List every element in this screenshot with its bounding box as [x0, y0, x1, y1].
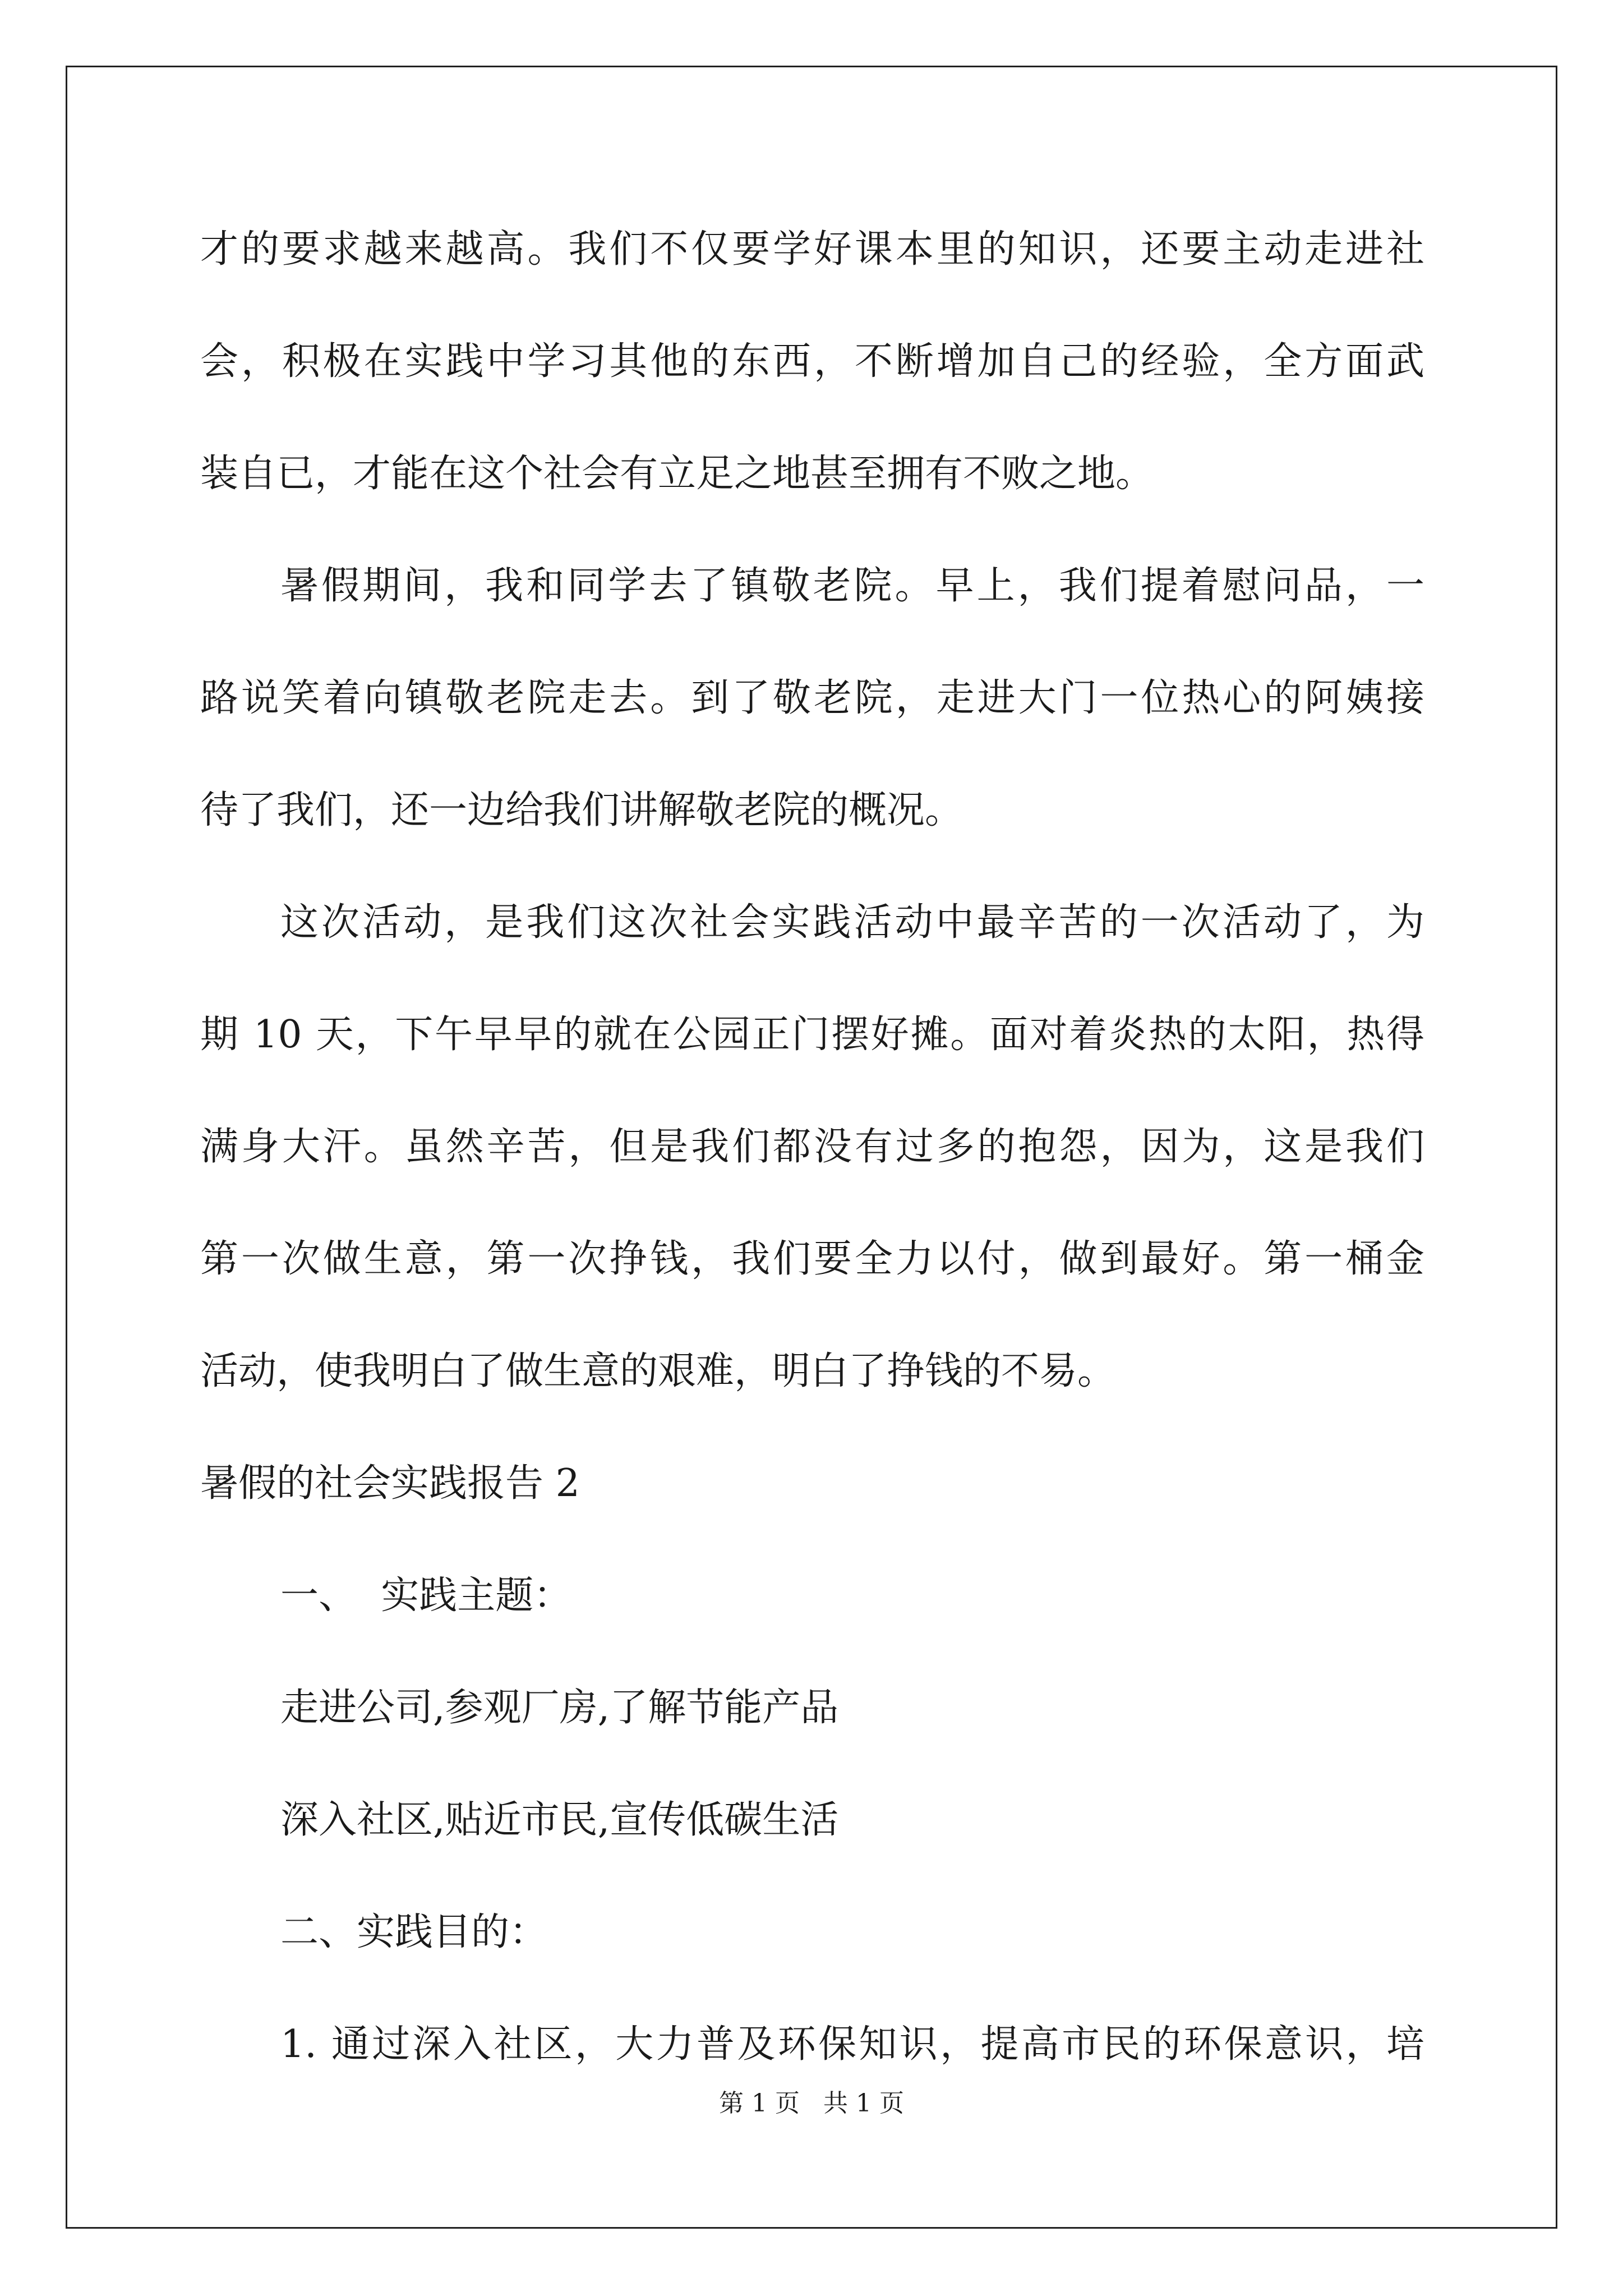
paragraph-line: 第一次做生意，第一次挣钱，我们要全力以付，做到最好。第一桶金	[200, 1237, 1424, 1281]
paragraph-line: 会，积极在实践中学习其他的东西，不断增加自己的经验，全方面武	[200, 339, 1424, 384]
subheading: 二、实践目的：	[280, 1910, 548, 1954]
page-footer: 第 1 页 共 1 页	[719, 2089, 904, 2118]
subheading: 一、 实践主题：	[280, 1573, 572, 1618]
paragraph-line: 走进公司,参观厂房,了解节能产品	[280, 1686, 839, 1730]
paragraph-line: 待了我们，还一边给我们讲解敬老院的概况。	[200, 788, 963, 832]
paragraph-line: 暑假期间，我和同学去了镇敬老院。早上，我们提着慰问品，一	[280, 564, 1424, 608]
paragraph-line: 1. 通过深入社区，大力普及环保知识，提高市民的环保意识，培	[280, 2022, 1424, 2067]
paragraph-line: 满身大汗。虽然辛苦，但是我们都没有过多的抱怨，因为，这是我们	[200, 1125, 1424, 1169]
paragraph-line: 路说笑着向镇敬老院走去。到了敬老院，走进大门一位热心的阿姨接	[200, 676, 1424, 720]
paragraph-line: 装自已，才能在这个社会有立足之地甚至拥有不败之地。	[200, 452, 1154, 496]
paragraph-line: 深入社区,贴近市民,宣传低碳生活	[280, 1798, 839, 1842]
paragraph-line: 活动，使我明白了做生意的艰难，明白了挣钱的不易。	[200, 1349, 1116, 1393]
section-heading: 暑假的社会实践报告 2	[200, 1461, 580, 1506]
paragraph-line: 期 10 天，下午早早的就在公园正门摆好摊。面对着炎热的太阳，热得	[200, 1013, 1424, 1057]
paragraph-line: 这次活动，是我们这次社会实践活动中最辛苦的一次活动了，为	[280, 900, 1424, 945]
paragraph-line: 才的要求越来越高。我们不仅要学好课本里的知识，还要主动走进社	[200, 227, 1424, 272]
